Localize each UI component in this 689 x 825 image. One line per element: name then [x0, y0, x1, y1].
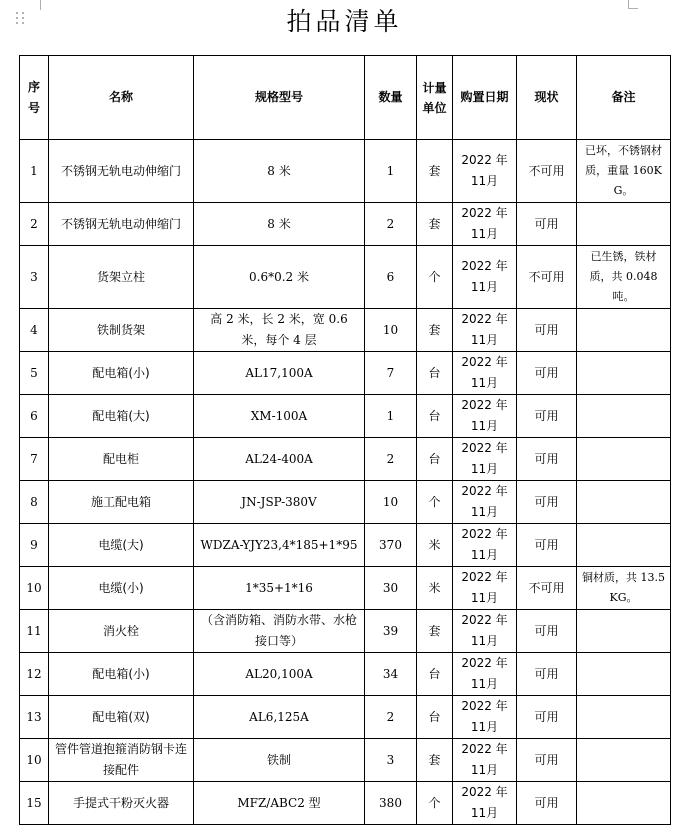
row-status: 不可用 — [517, 140, 577, 203]
row-spec: MFZ/ABC2 型 — [194, 782, 365, 825]
row-spec: 8 米 — [194, 140, 365, 203]
row-status: 可用 — [517, 653, 577, 696]
table-row — [20, 653, 671, 696]
table-row — [20, 567, 671, 610]
row-seq: 15 — [20, 782, 49, 825]
row-name: 手提式干粉灭火器 — [49, 782, 194, 825]
row-seq: 7 — [20, 438, 49, 481]
row-seq: 10 — [20, 567, 49, 610]
row-unit: 个 — [417, 246, 453, 309]
row-purchase-date: 2022 年 11月 — [453, 395, 517, 438]
table-row — [20, 395, 671, 438]
row-note — [577, 438, 671, 481]
row-unit: 台 — [417, 438, 453, 481]
row-qty: 2 — [365, 696, 417, 739]
table-row — [20, 782, 671, 825]
row-unit: 米 — [417, 524, 453, 567]
header-row — [20, 56, 671, 140]
row-status: 可用 — [517, 309, 577, 352]
row-seq: 12 — [20, 653, 49, 696]
row-seq: 2 — [20, 203, 49, 246]
row-unit: 套 — [417, 203, 453, 246]
row-status: 可用 — [517, 352, 577, 395]
row-status: 可用 — [517, 696, 577, 739]
row-spec: 铁制 — [194, 739, 365, 782]
row-purchase-date: 2022 年 11月 — [453, 782, 517, 825]
header-seq: 序号 — [20, 56, 49, 140]
row-unit: 套 — [417, 739, 453, 782]
row-unit: 套 — [417, 610, 453, 653]
table-row — [20, 203, 671, 246]
row-status: 可用 — [517, 524, 577, 567]
header-note: 备注 — [577, 56, 671, 140]
row-status: 可用 — [517, 438, 577, 481]
row-qty: 10 — [365, 309, 417, 352]
row-status: 不可用 — [517, 246, 577, 309]
row-purchase-date: 2022 年 11月 — [453, 352, 517, 395]
table-row — [20, 438, 671, 481]
row-name: 配电柜 — [49, 438, 194, 481]
row-note — [577, 309, 671, 352]
row-unit: 台 — [417, 352, 453, 395]
table-row — [20, 524, 671, 567]
row-qty: 3 — [365, 739, 417, 782]
header-qty: 数量 — [365, 56, 417, 140]
row-name: 管件管道抱箍消防钢卡连接配件 — [49, 739, 194, 782]
row-spec: 8 米 — [194, 203, 365, 246]
header-status: 现状 — [517, 56, 577, 140]
table-row — [20, 246, 671, 309]
row-qty: 370 — [365, 524, 417, 567]
row-note: 已生锈，铁材质，共 0.048 吨。 — [577, 246, 671, 309]
row-spec: AL17,100A — [194, 352, 365, 395]
row-qty: 10 — [365, 481, 417, 524]
row-purchase-date: 2022 年 11月 — [453, 246, 517, 309]
row-name: 不锈钢无轨电动伸缩门 — [49, 140, 194, 203]
table-row — [20, 696, 671, 739]
table-body — [20, 140, 671, 825]
row-note — [577, 653, 671, 696]
row-name: 电缆(大) — [49, 524, 194, 567]
row-seq: 8 — [20, 481, 49, 524]
row-name: 铁制货架 — [49, 309, 194, 352]
row-note — [577, 203, 671, 246]
row-spec: 高 2 米，长 2 米，宽 0.6 米，每个 4 层 — [194, 309, 365, 352]
row-spec: WDZA-YJY23,4*185+1*95 — [194, 524, 365, 567]
row-note — [577, 352, 671, 395]
row-name: 配电箱(小) — [49, 352, 194, 395]
header-spec: 规格型号 — [194, 56, 365, 140]
row-unit: 米 — [417, 567, 453, 610]
row-spec: JN-JSP-380V — [194, 481, 365, 524]
row-purchase-date: 2022 年 11月 — [453, 203, 517, 246]
row-purchase-date: 2022 年 11月 — [453, 481, 517, 524]
header-unit: 计量单位 — [417, 56, 453, 140]
row-note — [577, 696, 671, 739]
row-name: 货架立柱 — [49, 246, 194, 309]
row-qty: 7 — [365, 352, 417, 395]
row-unit: 套 — [417, 140, 453, 203]
row-spec: AL6,125A — [194, 696, 365, 739]
table-row — [20, 739, 671, 782]
row-purchase-date: 2022 年 11月 — [453, 610, 517, 653]
row-note: 铜材质，共 13.5KG。 — [577, 567, 671, 610]
table-row — [20, 610, 671, 653]
row-spec: AL20,100A — [194, 653, 365, 696]
row-name: 施工配电箱 — [49, 481, 194, 524]
row-qty: 2 — [365, 438, 417, 481]
row-purchase-date: 2022 年 11月 — [453, 524, 517, 567]
row-purchase-date: 2022 年 11月 — [453, 653, 517, 696]
header-name: 名称 — [49, 56, 194, 140]
row-status: 可用 — [517, 395, 577, 438]
row-status: 可用 — [517, 610, 577, 653]
row-name: 配电箱(双) — [49, 696, 194, 739]
row-note — [577, 739, 671, 782]
row-purchase-date: 2022 年 11月 — [453, 696, 517, 739]
row-seq: 6 — [20, 395, 49, 438]
row-unit: 台 — [417, 395, 453, 438]
row-spec: AL24-400A — [194, 438, 365, 481]
row-status: 可用 — [517, 782, 577, 825]
row-status: 可用 — [517, 739, 577, 782]
row-note — [577, 610, 671, 653]
row-spec: （含消防箱、消防水带、水枪接口等） — [194, 610, 365, 653]
row-status: 可用 — [517, 481, 577, 524]
row-purchase-date: 2022 年 11月 — [453, 567, 517, 610]
row-seq: 1 — [20, 140, 49, 203]
row-spec: 0.6*0.2 米 — [194, 246, 365, 309]
row-unit: 套 — [417, 309, 453, 352]
table-row — [20, 352, 671, 395]
row-name: 配电箱(大) — [49, 395, 194, 438]
row-status: 可用 — [517, 203, 577, 246]
row-status: 不可用 — [517, 567, 577, 610]
row-name: 不锈钢无轨电动伸缩门 — [49, 203, 194, 246]
row-seq: 10 — [20, 739, 49, 782]
row-spec: 1*35+1*16 — [194, 567, 365, 610]
row-name: 电缆(小) — [49, 567, 194, 610]
row-unit: 台 — [417, 653, 453, 696]
row-purchase-date: 2022 年 11月 — [453, 140, 517, 203]
row-seq: 9 — [20, 524, 49, 567]
row-note — [577, 395, 671, 438]
auction-items-table — [19, 55, 671, 825]
row-note — [577, 524, 671, 567]
row-qty: 34 — [365, 653, 417, 696]
row-note — [577, 481, 671, 524]
page-title: 拍品清单 — [286, 7, 403, 36]
row-purchase-date: 2022 年 11月 — [453, 438, 517, 481]
row-qty: 1 — [365, 140, 417, 203]
row-purchase-date: 2022 年 11月 — [453, 739, 517, 782]
row-seq: 13 — [20, 696, 49, 739]
table-row — [20, 309, 671, 352]
row-seq: 5 — [20, 352, 49, 395]
row-unit: 台 — [417, 696, 453, 739]
row-qty: 1 — [365, 395, 417, 438]
row-qty: 380 — [365, 782, 417, 825]
row-unit: 个 — [417, 782, 453, 825]
row-note — [577, 782, 671, 825]
row-name: 消火栓 — [49, 610, 194, 653]
row-name: 配电箱(小) — [49, 653, 194, 696]
table-row — [20, 481, 671, 524]
row-unit: 个 — [417, 481, 453, 524]
row-qty: 6 — [365, 246, 417, 309]
row-spec: XM-100A — [194, 395, 365, 438]
row-seq: 4 — [20, 309, 49, 352]
row-qty: 30 — [365, 567, 417, 610]
row-note: 已坏，不锈钢材质，重量 160KG。 — [577, 140, 671, 203]
header-purchase-date: 购置日期 — [453, 56, 517, 140]
row-seq: 11 — [20, 610, 49, 653]
row-purchase-date: 2022 年 11月 — [453, 309, 517, 352]
row-seq: 3 — [20, 246, 49, 309]
row-qty: 39 — [365, 610, 417, 653]
table-row — [20, 140, 671, 203]
row-qty: 2 — [365, 203, 417, 246]
